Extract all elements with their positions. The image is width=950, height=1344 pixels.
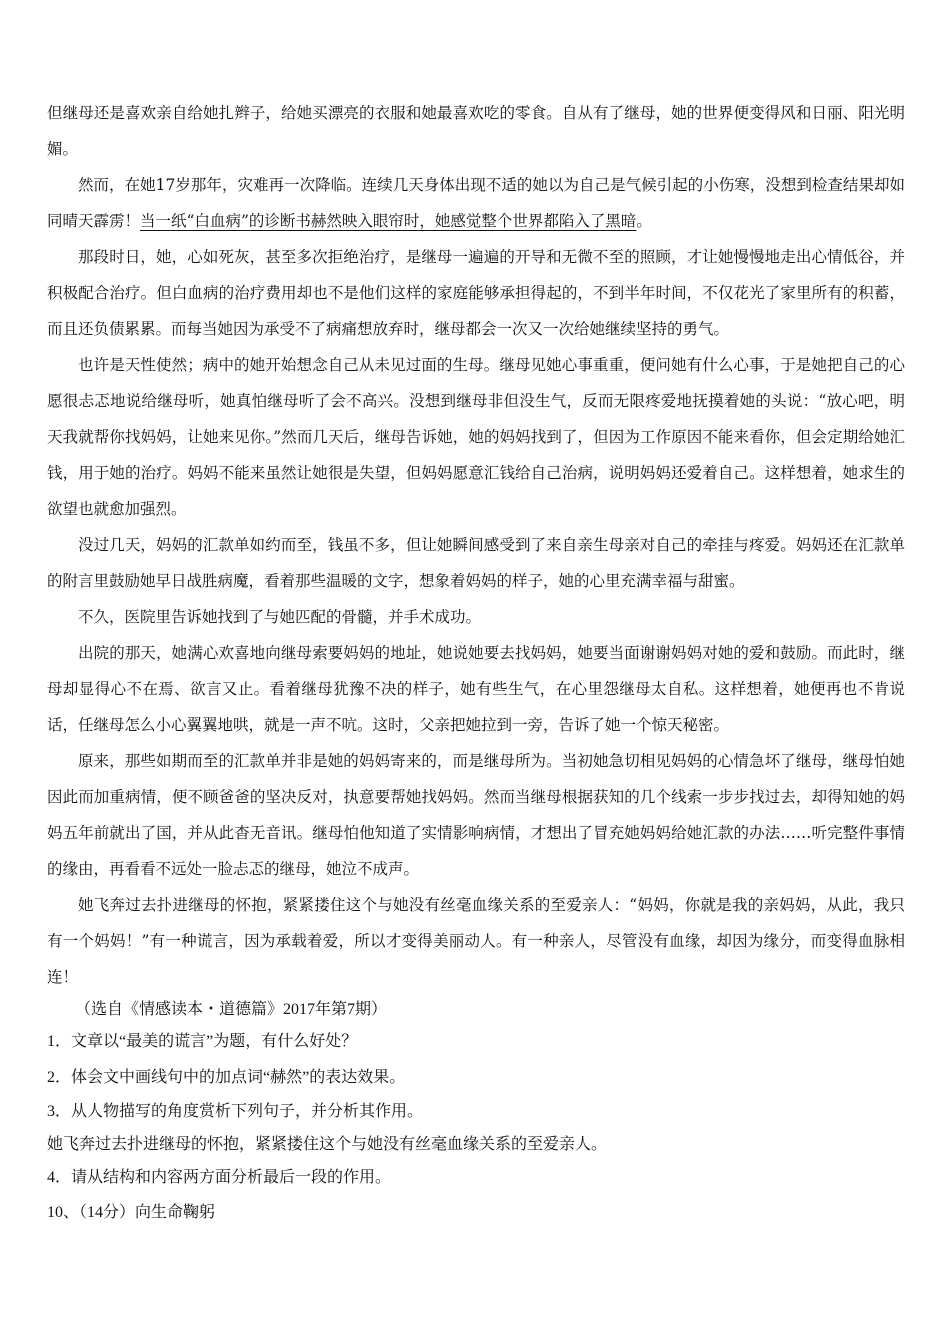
section-10-title: 10、（14分）向生命鞠躬 [47, 1204, 216, 1221]
paragraph-9: 她飞奔过去扑进继母的怀抱，紧紧搂住这个与她没有丝毫血缘关系的至爱亲人：“妈妈，你就是我的亲妈妈，从此，我只有一个妈妈！”有一种谎言，因为承载着爱，所以才变得美丽动人。有一种亲人，尽管没有血缘，却因为缘分，而变得血脉相连！ [47, 896, 905, 986]
paragraph-3: 那段时日，她，心如死灰，甚至多次拒绝治疗，是继母一遍遍的开导和无微不至的照顾，才让她慢慢地走出心情低谷，并积极配合治疗。但白血病的治疗费用却也不是他们这样的家庭能够承担得起的，不到半年时间，不仅花光了家里所有的积蓄，而且还负债累累。而每当她因为承受不了病痛想放弃时，继母都会一次又一次给她继续坚持的勇气。 [47, 248, 905, 338]
question-2: 2．体会文中画线句中的加点词“赫然”的表达效果。 [47, 1069, 406, 1086]
question-1: 1．文章以“最美的谎言”为题，有什么好处？ [47, 1033, 358, 1050]
question-3: 3．从人物描写的角度赏析下列句子，并分析其作用。 [47, 1103, 424, 1120]
question-4: 4．请从结构和内容两方面分析最后一段的作用。 [47, 1169, 392, 1186]
article-source: （选自《情感读本・道德篇》2017年第7期） [75, 1001, 388, 1018]
paragraph-8: 原来，那些如期而至的汇款单并非是她的妈妈寄来的，而是继母所为。当初她急切相见妈妈的心情急坏了继母，继母怕她因此而加重病情，便不顾爸爸的坚决反对，执意要帮她找妈妈。然而当继母根据获知的几个线索一步步找过去，却得知她的妈妈五年前就出了国，并从此杳无音讯。继母怕他知道了实情影响病情，才想出了冒充她妈妈给她汇款的办法……听完整件事情的缘由，再看看不远处一脸忐忑的继母，她泣不成声。 [47, 752, 905, 878]
paragraph-2 [47, 167, 905, 239]
paragraph-4: 也许是天性使然；病中的她开始想念自己从未见过面的生母。继母见她心事重重，便问她有什么心事，于是她把自己的心愿很忐忑地说给继母听，她真怕继母听了会不高兴。没想到继母非但没生气，反而无限疼爱地抚摸着她的头说：“放心吧，明天我就帮你找妈妈，让她来见你。”然而几天后，继母告诉她，她的妈妈找到了，但因为工作原因不能来看你，但会定期给她汇钱，用于她的治疗。妈妈不能来虽然让她很是失望，但妈妈愿意汇钱给自己治病，说明妈妈还爱着自己。这样想着，她求生的欲望也就愈加强烈。 [47, 356, 905, 518]
paragraph-5: 没过几天，妈妈的汇款单如约而至，钱虽不多，但让她瞬间感受到了来自亲生母亲对自己的牵挂与疼爱。妈妈还在汇款单的附言里鼓励她早日战胜病魔，看着那些温暖的文字，想象着妈妈的样子，她的心里充满幸福与甜蜜。 [47, 536, 905, 590]
paragraph-2-text: 然而，在她17岁那年，灾难再一次降临。连续几天身体出现不适的她以为自己是气候引起的小伤寒，没想到检查结果却如同晴天霹雳！ [47, 176, 905, 230]
paragraph-1: 但继母还是喜欢亲自给她扎辫子，给她买漂亮的衣服和她最喜欢吃的零食。自从有了继母，她的世界便变得风和日丽、阳光明媚。 [47, 104, 905, 158]
paragraph-2-end: 。 [636, 212, 652, 230]
paragraph-7: 出院的那天，她满心欢喜地向继母索要妈妈的地址，她说她要去找妈妈，她要当面谢谢妈妈对她的爱和鼓励。而此时，继母却显得心不在焉、欲言又止。看着继母犹豫不决的样子，她有些生气，在心里怨继母太自私。这样想着，她便再也不肯说话，任继母怎么小心翼翼地哄，就是一声不吭。这时，父亲把她拉到一旁，告诉了她一个惊天秘密。 [47, 644, 905, 734]
question-3-quote: 她飞奔过去扑进继母的怀抱，紧紧搂住这个与她没有丝毫血缘关系的至爱亲人。 [47, 1136, 608, 1153]
underlined-sentence: 当一纸“白血病”的诊断书赫然映入眼帘时，她感觉整个世界都陷入了黑暗 [140, 212, 637, 230]
paragraph-6: 不久，医院里告诉她找到了与她匹配的骨髓，并手术成功。 [78, 608, 482, 626]
